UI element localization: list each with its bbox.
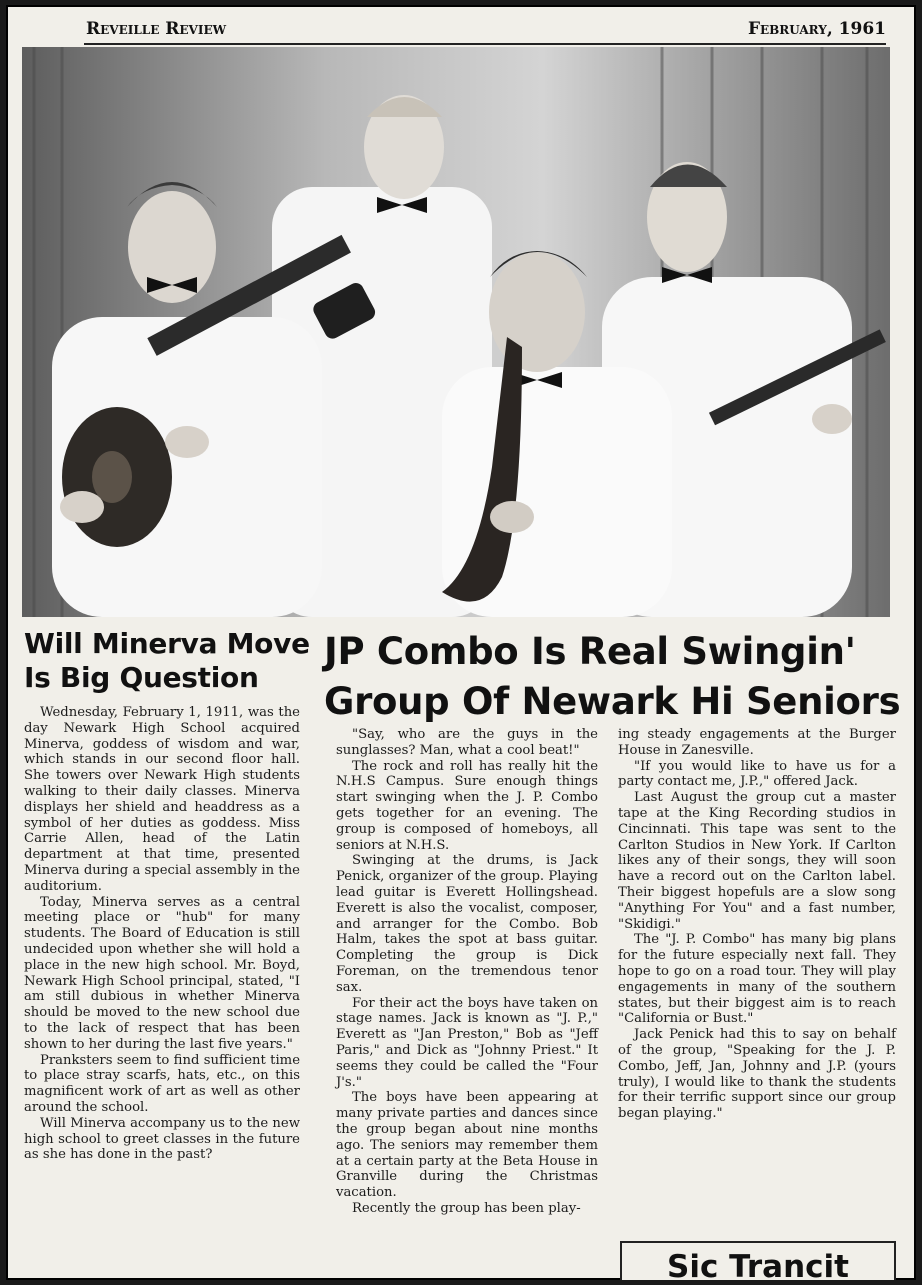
article-paragraph: The "J. P. Combo" has many big plans for the future especially next fall. They hope to go on a road tour. They will play engagements in many of the southern states, but their biggest aim is to reach "California or Bust." [618, 932, 896, 1027]
article-paragraph: For their act the boys have taken on stage names. Jack is known as "J. P.," Everett as "Jan Preston," Bob as "Jeff Paris," and Dick as "Johnny Priest." It seems they could be called the "Four J's." [336, 995, 598, 1090]
article-paragraph: The rock and roll has really hit the N.H.S Campus. Sure enough things start swinging when the J. P. Combo gets together for an evening. The group is composed of homeboys, all seniors at N.H.S. [336, 758, 598, 853]
article-paragraph: The boys have been appearing at many private parties and dances since the group began about nine months ago. The seniors may remember them at a certain party at the Beta House in Granville during the Christmas vacation. [336, 1090, 598, 1201]
combo-article-column-2 [618, 727, 896, 1122]
minerva-article-body [24, 705, 300, 1163]
minerva-headline: Will Minerva Move Is Big Question [24, 627, 310, 694]
article-paragraph: ing steady engagements at the Burger House in Zanesville. [618, 727, 896, 758]
combo-article-column-1 [336, 727, 598, 1217]
article-paragraph: Swinging at the drums, is Jack Penick, organizer of the group. Playing lead guitar is Everett Hollingshead. Everett is also the vocalist, composer, and arranger for the Combo. Bob Halm, takes the spot at bass guitar. Completing the group is Dick Foreman, on the tremendous tenor sax. [336, 853, 598, 995]
article-paragraph: Recently the group has been play- [352, 1200, 581, 1216]
article-paragraph: Pranksters seem to find sufficient time to place stray scarfs, hats, etc., on this magnificent work of art as well as other around the school. [24, 1052, 300, 1115]
band-photo [22, 47, 890, 617]
running-head [84, 17, 886, 45]
issue-date: February, 1961 [747, 19, 886, 39]
sic-trancit-title: Sic Trancit [667, 1249, 849, 1280]
sic-trancit-box [620, 1241, 896, 1280]
article-paragraph: Wednesday, February 1, 1911, was the day Newark High School acquired Minerva, goddess of wisdom and war, which stands in our second floor hall. She towers over Newark High students walking to their daily classes. Minerva displays her shield and headdress as a symbol of her duties as goddess. Miss Carrie Allen, head of the Latin department at that time, presented Minerva during a special assembly in the auditorium. [24, 705, 300, 894]
article-paragraph: Today, Minerva serves as a central meeting place or "hub" for many students. The Board of Education is still undecided upon whether she will hold a place in the new high school. Mr. Boyd, Newark High School principal, stated, "I am still dubious in whether Minerva should be moved to the new school due to the lack of respect that has been shown to her during the last five years." [24, 894, 300, 1052]
article-paragraph: Will Minerva accompany us to the new high school to greet classes in the future as she has done in the past? [24, 1115, 300, 1163]
publication-name: Reveille Review [86, 19, 227, 39]
combo-headline: JP Combo Is Real Swingin' Group Of Newark Hi Seniors [324, 630, 901, 723]
band-photo-illustration [22, 47, 890, 617]
article-paragraph: "Say, who are the guys in the sunglasses? Man, what a cool beat!" [336, 727, 598, 758]
article-paragraph: Last August the group cut a master tape at the King Recording studios in Cincinnati. This tape was sent to the Carlton Studios in New York. If Carlton likes any of their songs, they will soon have a record out on the Carlton label. Their biggest hopefuls are a slow song "Anything For You" and a fast number, "Skidigi." [618, 790, 896, 932]
article-paragraph: Jack Penick had this to say on behalf of the group, "Speaking for the J. P. Combo, Jeff, Jan, Johnny and J.P. (yours truly), I would like to thank the students for their terrific support since our group began playing." [618, 1027, 896, 1122]
newspaper-page [6, 5, 916, 1280]
article-paragraph: "If you would like to have us for a party contact me, J.P.," offered Jack. [618, 758, 896, 790]
